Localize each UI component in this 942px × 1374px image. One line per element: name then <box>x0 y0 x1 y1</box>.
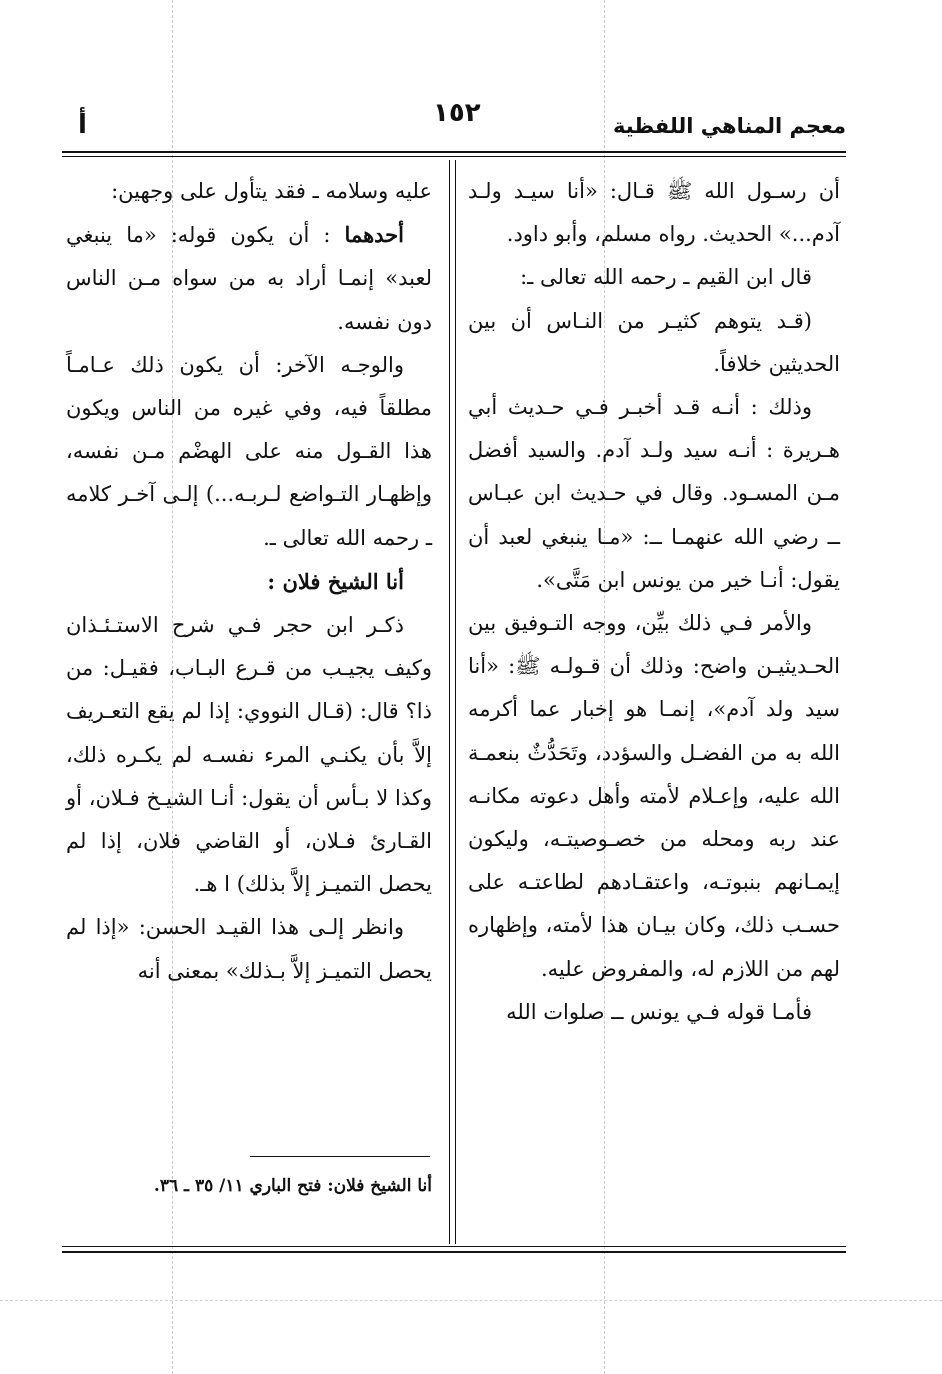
footer-rule-thin <box>62 1246 846 1247</box>
paragraph <box>468 386 840 602</box>
column-divider <box>455 160 456 1244</box>
paragraph-text: وذلك : أنـه قـد أخبـر فـي حـديث أبي هـريرة : أنـه سيد ولـد آدم. والسيد أفضل مـن المسـود. وقال في حـديث ابن عبـاس ــ رضي الله عنهمـا ــ: «مـا ينبغي لعبد أن يقول: أنـا خير من يونس ابن مَتَّى». <box>468 395 840 592</box>
paragraph-text: أن رسـول الله ﷺ قـال: «أنا سيـد ولـد آدم...» الحديث. رواه مسلم، وأبو داود. <box>468 179 840 247</box>
paragraph <box>468 170 840 256</box>
paragraph <box>66 344 432 560</box>
paragraph <box>66 560 432 604</box>
paragraph-text: عليه وسلامه ـ فقد يتأول على وجهين: <box>111 179 432 203</box>
paragraph-text: وانظر إلـى هذا القيـد الحسن: «إذا لم يحصل التميـز إلاَّ بـذلك» بمعنى أنه <box>66 915 432 983</box>
paragraph-text: فأمـا قوله فـي يونس ــ صلوات الله <box>506 999 812 1024</box>
paragraph-text: : أن يكون قوله: «ما ينبغي لعبد» إنمـا أراد به من سواه مـن الناس دون نفسه. <box>66 223 432 334</box>
paragraph-lead: أنا الشيخ فلان : <box>267 568 404 594</box>
paragraph <box>66 906 432 992</box>
header-rule-thin <box>62 156 846 157</box>
paragraph <box>468 602 840 991</box>
paragraph <box>468 991 840 1034</box>
footnote-separator <box>250 1156 430 1157</box>
paragraph-text: قال ابن القيم ـ رحمه الله تعالى ـ: <box>520 265 812 290</box>
paragraph-text: ذكـر ابن حجر فـي شرح الاستـئـذان وكيف يجيـب من قـرع البـاب، فقيـل: من ذا؟ قال: (قـال النووي: إذا لم يقع التعـريف إلاَّ بأن يكنـي المرء نفسـه لم يكـره ذلك، وكذا لا بـأس أن يقول: أنـا الشيـخ فـلان، أو القـارئ فـلان، أو القاضي فلان، إذا لم يحصل التميـز إلاَّ بذلك) ا هـ. <box>66 613 432 897</box>
paragraph <box>468 300 840 386</box>
paragraph <box>66 170 432 213</box>
header-rule <box>62 151 846 153</box>
section-letter: أ <box>78 110 87 140</box>
paragraph <box>66 604 432 906</box>
page-number: ١٥٢ <box>433 98 481 128</box>
paragraph-lead: أحدهما <box>344 222 404 248</box>
right-column <box>468 170 840 1034</box>
scan-guide-line <box>0 1300 942 1301</box>
paragraph-text: والوجـه الآخر: أن يكون ذلك عـامـاً مطلقاً فيه، وفي غيره من الناس ويكون هذا القـول منه على الهضْم مـن نفسه، وإظهـار التـواضع لـربـه...) إلـى آخـر كلامه ـ رحمه الله تعالى ـ. <box>66 352 432 550</box>
paragraph-text: (قـد يتوهم كثيـر من النـاس أن بين الحديثين خلافاً. <box>468 308 840 376</box>
paragraph-text: والأمر فـي ذلك بيِّن، ووجه التـوفيق بين الحـديثيـن واضح: وذلك أن قـولـه ﷺ: «أنا سيد ولد آدم»، إنمـا هو إخبار عما أكرمه الله به من الفضـل والسؤدد، وتَحَدُّثٌ بنعمـة الله عليه، وإعـلام لأمته وأهل دعوته مكانـه عند ربه ومحله من خصـوصيتـه، وليكون إيمـانهم بنبوتـه، واعتقـادهم لطاعتـه على حسـب ذلك، وكان بيـان هذا لأمته، وإظهاره لهم من اللازم له، والمفروض عليه. <box>468 611 840 981</box>
running-title: معجم المناهي اللفظية <box>612 114 846 138</box>
paragraph <box>468 256 840 299</box>
paragraph <box>66 213 432 344</box>
footnote: أنا الشيخ فلان: فتح الباري ١١/ ٣٥ ـ ٣٦. <box>153 1176 432 1196</box>
footer-rule <box>62 1251 846 1253</box>
column-divider <box>449 160 450 1244</box>
left-column <box>66 170 432 993</box>
page-header <box>58 96 846 146</box>
